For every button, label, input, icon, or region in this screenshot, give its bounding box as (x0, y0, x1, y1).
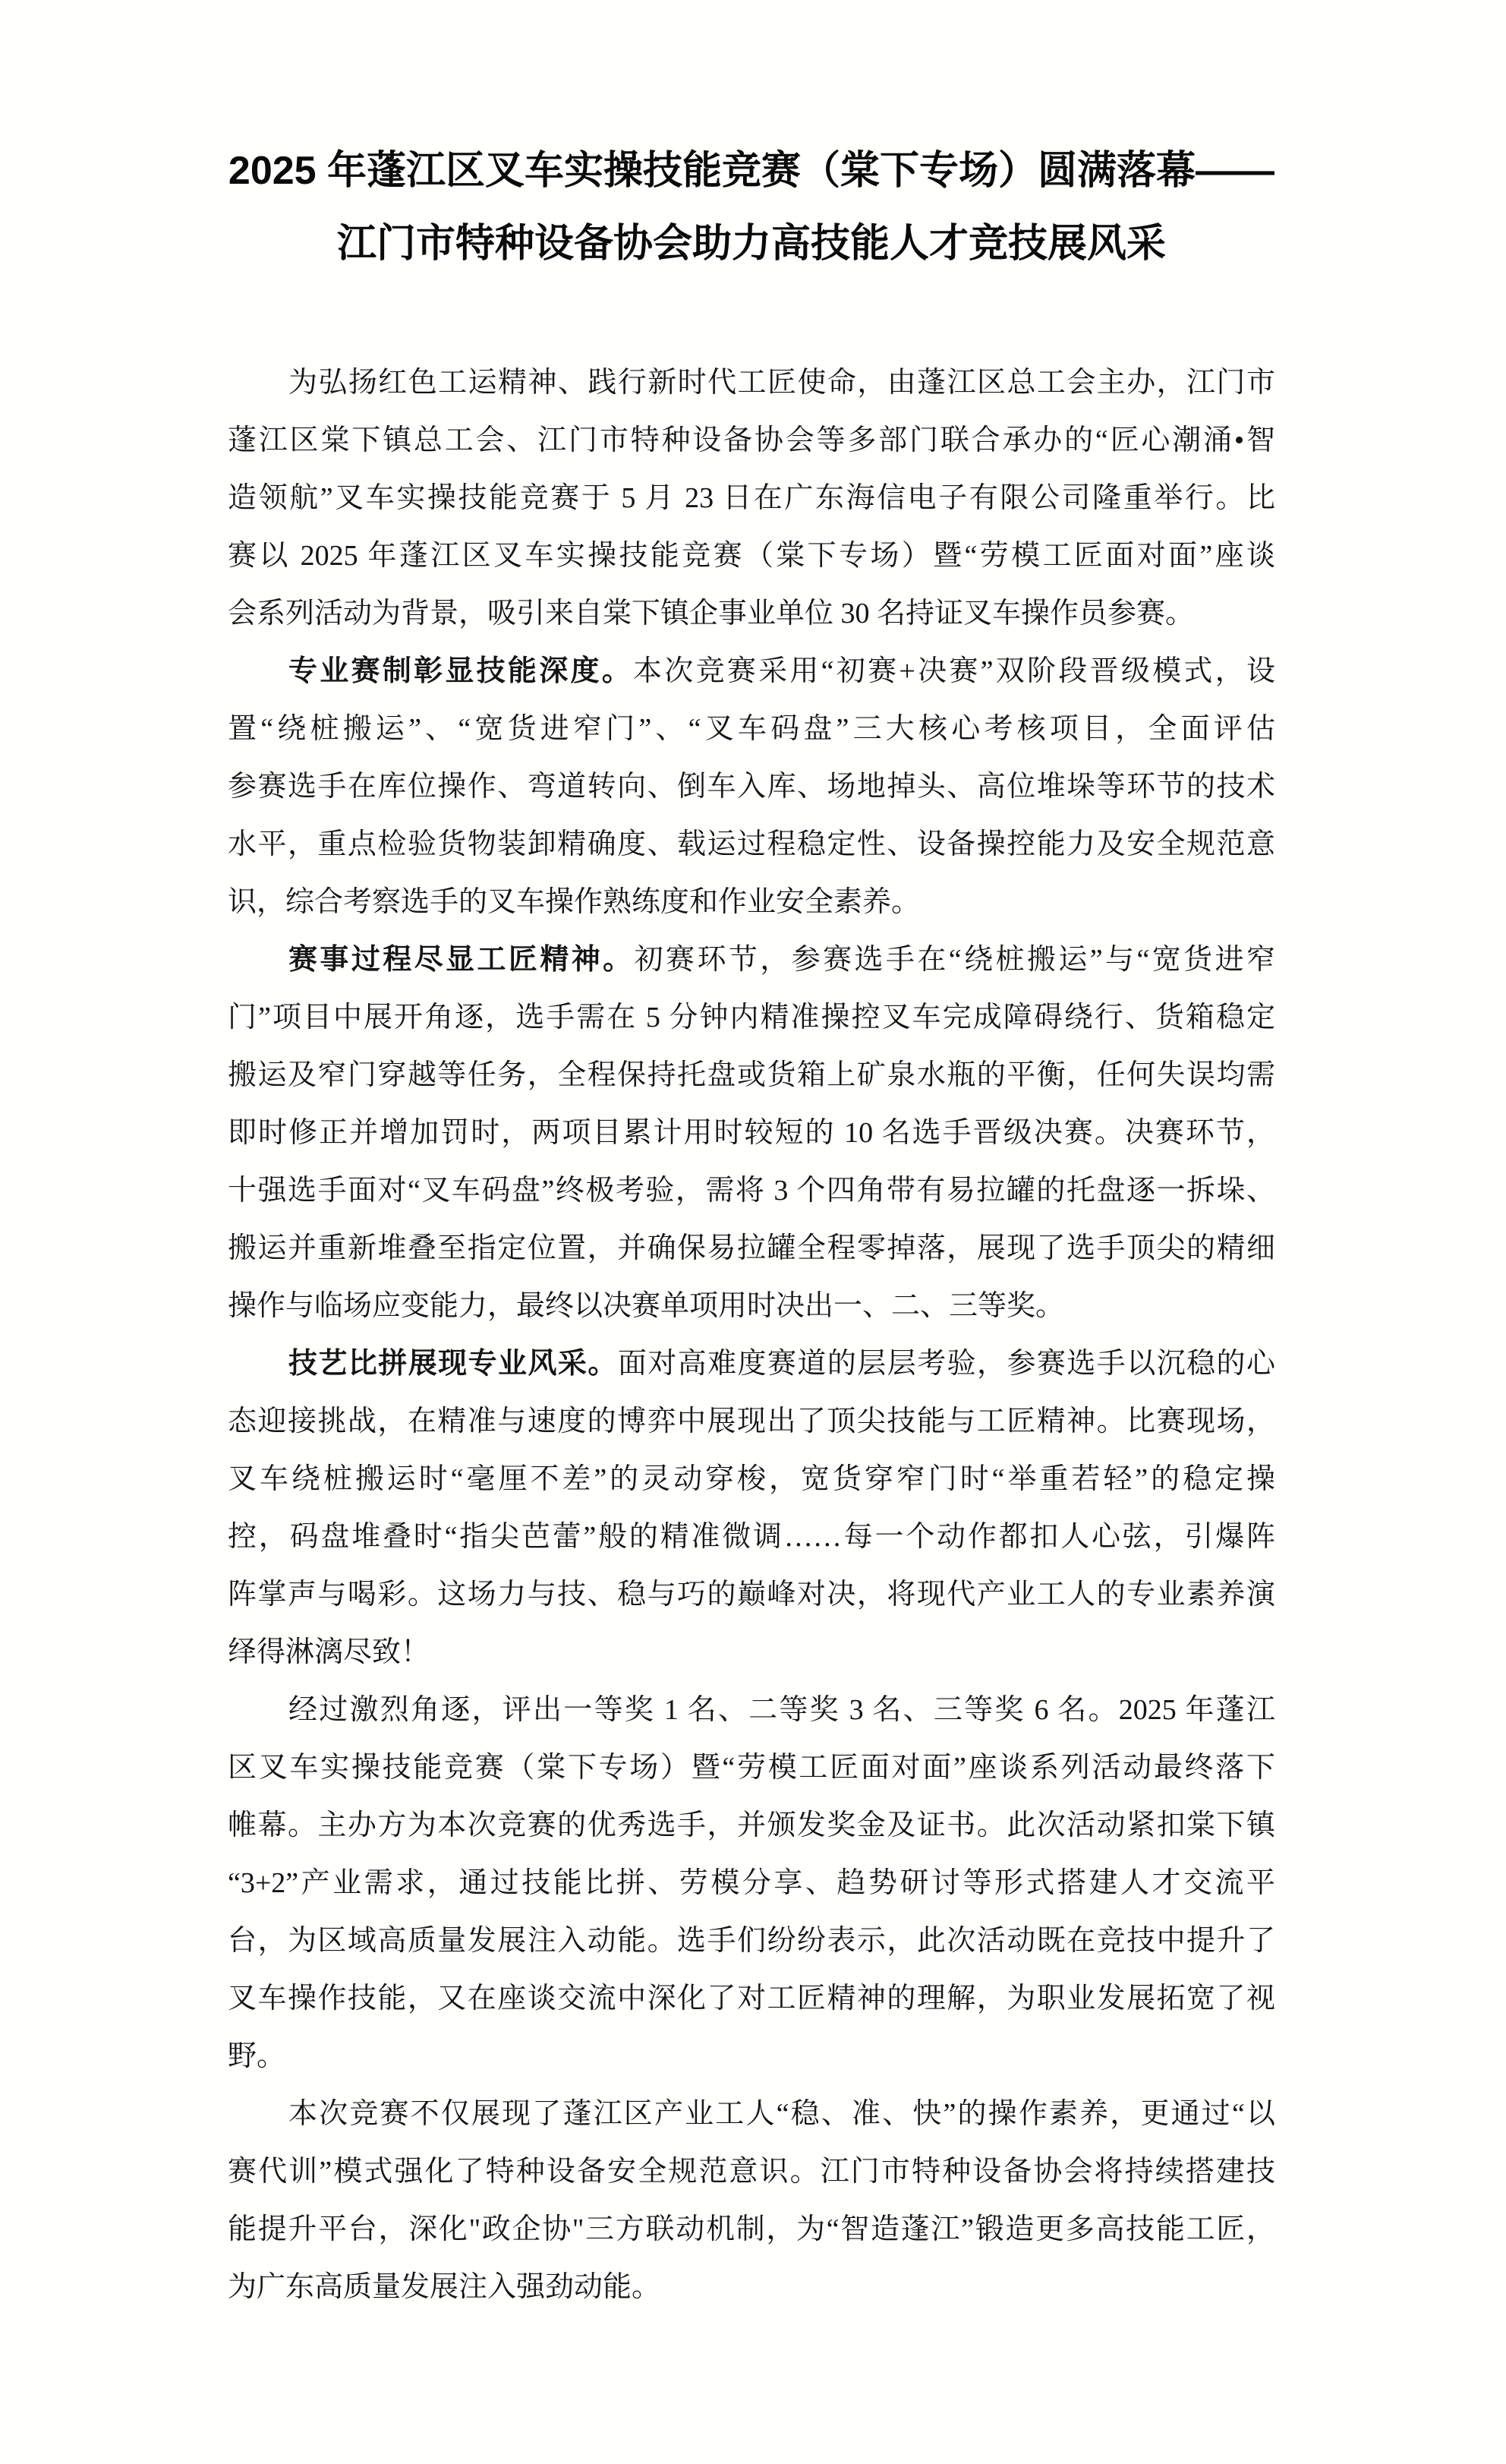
text-line: 台，为区域高质量发展注入动能。选手们纷纷表示，此次活动既在竞技中提升了 (228, 1925, 1275, 1957)
text-line (228, 642, 1275, 700)
text-line: 会系列活动为背景，吸引来自棠下镇企事业单位 30 名持证叉车操作员参赛。 (228, 598, 1195, 629)
text-line: 野。 (228, 2040, 286, 2072)
text-line: 叉车绕桩搬运时“毫厘不差”的灵动穿梭，宽货穿窄门时“举重若轻”的稳定操 (228, 1463, 1275, 1495)
text-line: 帷幕。主办方为本次竞赛的优秀选手，并颁发奖金及证书。此次活动紧扣棠下镇 (228, 1809, 1275, 1841)
text-line: 经过激烈角逐，评出一等奖 1 名、二等奖 3 名、三等奖 6 名。2025 年蓬江 (288, 1694, 1275, 1726)
text-line: 置“绕桩搬运”、“宽货进窄门”、“叉车码盘”三大核心考核项目，全面评估 (228, 713, 1275, 745)
text-line: 赛代训”模式强化了特种设备安全规范意识。江门市特种设备协会将持续搭建技 (228, 2156, 1275, 2188)
text-line: 门”项目中展开角逐，选手需在 5 分钟内精准操控叉车完成障碍绕行、货箱稳定 (228, 1002, 1275, 1033)
text-line: 蓬江区棠下镇总工会、江门市特种设备协会等多部门联合承办的“匠心潮涌•智 (228, 424, 1275, 456)
text-line: 造领航”叉车实操技能竞赛于 5 月 23 日在广东海信电子有限公司隆重举行。比 (228, 482, 1275, 514)
text-line: 控，码盘堆叠时“指尖芭蕾”般的精准微调……每一个动作都扣人心弦，引爆阵 (228, 1521, 1275, 1553)
text-line: “3+2”产业需求，通过技能比拼、劳模分享、趋势研讨等形式搭建人才交流平 (228, 1867, 1275, 1899)
text-line: 为弘扬红色工运精神、践行新时代工匠使命，由蓬江区总工会主办，江门市 (288, 367, 1275, 399)
text-line: 识，综合考察选手的叉车操作熟练度和作业安全素养。 (228, 886, 921, 918)
line-text: 初赛环节，参赛选手在“绕桩搬运”与“宽货进窄 (634, 944, 1275, 976)
document-title (228, 134, 1275, 280)
document-title-line: 2025 年蓬江区叉车实操技能竞赛（棠下专场）圆满落幕—— (228, 149, 1275, 193)
text-line: 区叉车实操技能竞赛（棠下专场）暨“劳模工匠面对面”座谈系列活动最终落下 (228, 1752, 1275, 1784)
text-line: 态迎接挑战，在精准与速度的博弈中展现出了顶尖技能与工匠精神。比赛现场， (228, 1406, 1275, 1437)
text-line: 水平，重点检验货物装卸精确度、载运过程稳定性、设备操控能力及安全规范意 (228, 828, 1275, 860)
paragraph (228, 1681, 1275, 2085)
text-line (228, 1335, 1275, 1393)
document-body (228, 354, 1275, 2316)
line-text: 本次竞赛采用“初赛+决赛”双阶段晋级模式，设 (633, 655, 1275, 687)
text-line: 搬运并重新堆叠至指定位置，并确保易拉罐全程零掉落，展现了选手顶尖的精细 (228, 1232, 1275, 1264)
line-text: 面对高难度赛道的层层考验，参赛选手以沉稳的心 (617, 1348, 1275, 1380)
text-line: 即时修正并增加罚时，两项目累计用时较短的 10 名选手晋级决赛。决赛环节， (228, 1117, 1275, 1149)
text-line: 能提升平台，深化"政企协"三方联动机制，为“智造蓬江”锻造更多高技能工匠， (228, 2213, 1275, 2245)
text-line: 绎得淋漓尽致！ (228, 1636, 430, 1668)
paragraph (228, 2085, 1275, 2316)
text-line: 为广东高质量发展注入强劲动能。 (228, 2271, 661, 2303)
paragraph (228, 931, 1275, 1335)
text-line: 十强选手面对“叉车码盘”终极考验，需将 3 个四角带有易拉罐的托盘逐一拆垛、 (228, 1175, 1275, 1207)
text-line: 操作与临场应变能力，最终以决赛单项用时决出一、二、三等奖。 (228, 1290, 1065, 1322)
text-line: 叉车操作技能，又在座谈交流中深化了对工匠精神的理解，为职业发展拓宽了视 (228, 1983, 1275, 2014)
paragraph-lead: 技艺比拼展现专业风采。 (288, 1348, 618, 1380)
paragraph (228, 354, 1275, 642)
paragraph (228, 642, 1275, 931)
document-content (228, 134, 1275, 2316)
text-line (228, 931, 1275, 989)
text-line: 阵掌声与喝彩。这场力与技、稳与巧的巅峰对决，将现代产业工人的专业素养演 (228, 1579, 1275, 1611)
paragraph-lead: 赛事过程尽显工匠精神。 (288, 944, 635, 976)
paragraph-lead: 专业赛制彰显技能深度。 (288, 655, 634, 687)
text-line: 赛以 2025 年蓬江区叉车实操技能竞赛（棠下专场）暨“劳模工匠面对面”座谈 (228, 540, 1275, 572)
paragraph (228, 1335, 1275, 1681)
text-line: 本次竞赛不仅展现了蓬江区产业工人“稳、准、快”的操作素养，更通过“以 (288, 2098, 1275, 2130)
text-line: 参赛选手在库位操作、弯道转向、倒车入库、场地掉头、高位堆垛等环节的技术 (228, 771, 1275, 803)
document-title-line: 江门市特种设备协会助力高技能人才竞技展风采 (336, 222, 1166, 266)
text-line: 搬运及窄门穿越等任务，全程保持托盘或货箱上矿泉水瓶的平衡，任何失误均需 (228, 1059, 1275, 1091)
